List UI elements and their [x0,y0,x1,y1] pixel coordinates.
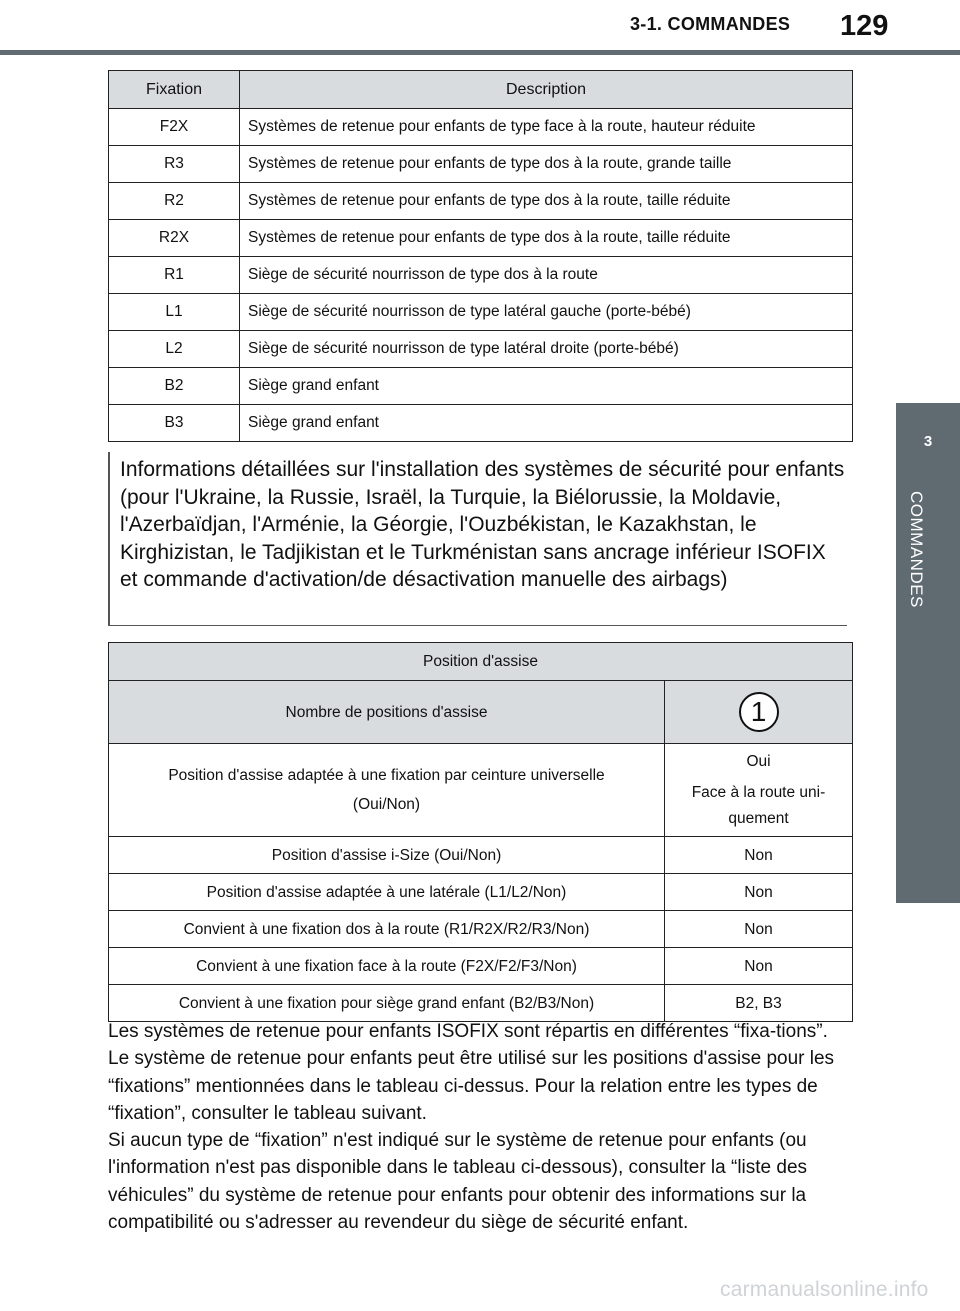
chapter-side-tab[interactable] [896,403,960,903]
table-row [109,331,853,368]
fixation-description: Systèmes de retenue pour enfants de type dos à la route, taille réduite [240,220,853,257]
universal-belt-value-line1: Oui [746,753,771,770]
table-row [109,368,853,405]
fixation-description: Siège grand enfant [240,368,853,405]
fixation-description: Systèmes de retenue pour enfants de type dos à la route, taille réduite [240,183,853,220]
fixation-table [108,70,853,442]
fixation-code: R3 [109,146,240,183]
universal-belt-value-line2: Face à la route uni- [691,784,826,801]
table-row [109,911,853,948]
body-paragraph-1: Les systèmes de retenue pour enfants ISOFIX sont répartis en différentes “fixa-tions”. Le système de retenue pour enfants peut être utilisé sur les positions d'assise pour les “fixations” mentionnées dans le tableau ci-dessus. Pour la relation entre les types de “fixation”, consulter le tableau suivant. [108,1021,835,1124]
fixation-description: Siège de sécurité nourrisson de type dos à la route [240,257,853,294]
table-row [109,183,853,220]
table-row [109,874,853,911]
table-row [109,257,853,294]
seat-criterion-value: Non [665,911,853,948]
section-title: 3-1. COMMANDES [630,14,791,34]
page-number: 129 [840,10,889,42]
fixation-description: Systèmes de retenue pour enfants de type dos à la route, grande taille [240,146,853,183]
fixation-code: F2X [109,109,240,146]
seat-criterion-label: Convient à une fixation dos à la route (R1/R2X/R2/R3/Non) [109,911,665,948]
fixation-code: L1 [109,294,240,331]
fixation-description: Systèmes de retenue pour enfants de type face à la route, hauteur réduite [240,109,853,146]
fixation-description: Siège grand enfant [240,405,853,442]
description-header: Description [240,71,853,109]
seat-criterion-label: Convient à une fixation face à la route (F2X/F2/F3/Non) [109,948,665,985]
fixation-code: R2X [109,220,240,257]
universal-belt-value [665,744,853,837]
chapter-label: COMMANDES [907,491,926,608]
seat-criterion-label: Convient à une fixation pour siège grand enfant (B2/B3/Non) [109,985,665,1022]
universal-belt-label-line2: (Oui/Non) [352,796,421,813]
seat-count-cell [665,681,853,744]
table-row [109,294,853,331]
header-rule [0,50,960,55]
body-text [108,1018,853,1236]
seating-position-table [108,642,853,1022]
chapter-number: 3 [923,433,933,450]
fixation-code: R1 [109,257,240,294]
fixation-code: B3 [109,405,240,442]
table-row [109,220,853,257]
fixation-code: L2 [109,331,240,368]
seat-criterion-label: Position d'assise i-Size (Oui/Non) [109,837,665,874]
seat-criterion-value: Non [665,948,853,985]
table-row [109,146,853,183]
watermark-text: carmanualsonline.info [720,1278,929,1301]
universal-belt-label-line1: Position d'assise adaptée à une fixation par ceinture universelle [168,767,605,784]
seat-criterion-value: Non [665,837,853,874]
table-row [109,948,853,985]
seat-criterion-value: Non [665,874,853,911]
seat-criterion-value: B2, B3 [665,985,853,1022]
table-row [109,837,853,874]
table-row [109,109,853,146]
universal-belt-value-line3: quement [728,810,789,827]
fixation-description: Siège de sécurité nourrisson de type latéral gauche (porte-bébé) [240,294,853,331]
fixation-description: Siège de sécurité nourrisson de type latéral droite (porte-bébé) [240,331,853,368]
fixation-header: Fixation [109,71,240,109]
fixation-code: R2 [109,183,240,220]
seat-table-title: Position d'assise [109,643,853,681]
seat-criterion-label: Position d'assise adaptée à une latérale (L1/L2/Non) [109,874,665,911]
body-paragraph-2: Si aucun type de “fixation” n'est indiqué sur le système de retenue pour enfants (ou l'information n'est pas disponible dans le tableau ci-dessous), consulter la “liste des véhicules” du système de retenue pour enfants pour obtenir des informations sur la compatibilité ou s'adresser au revendeur du siège de sécurité enfant. [108,1130,808,1234]
fixation-code: B2 [109,368,240,405]
table-row [109,405,853,442]
table-row [109,985,853,1022]
seat-number-circle: 1 [739,692,779,732]
seat-count-label: Nombre de positions d'assise [109,681,665,744]
universal-belt-label [109,744,665,837]
info-heading: Informations détaillées sur l'installation des systèmes de sécurité pour enfants (pour l'Ukraine, la Russie, Israël, la Turquie, la Biélorussie, la Moldavie, l'Azerbaïdjan, l'Arménie, la Géorgie, l'Ouzbékistan, le Kazakhstan, le Kirghizistan, le Tadjikistan et le Turkménistan sans ancrage inférieur ISOFIX et commande d'activation/de désactivation manuelle des airbags) [108,452,847,626]
